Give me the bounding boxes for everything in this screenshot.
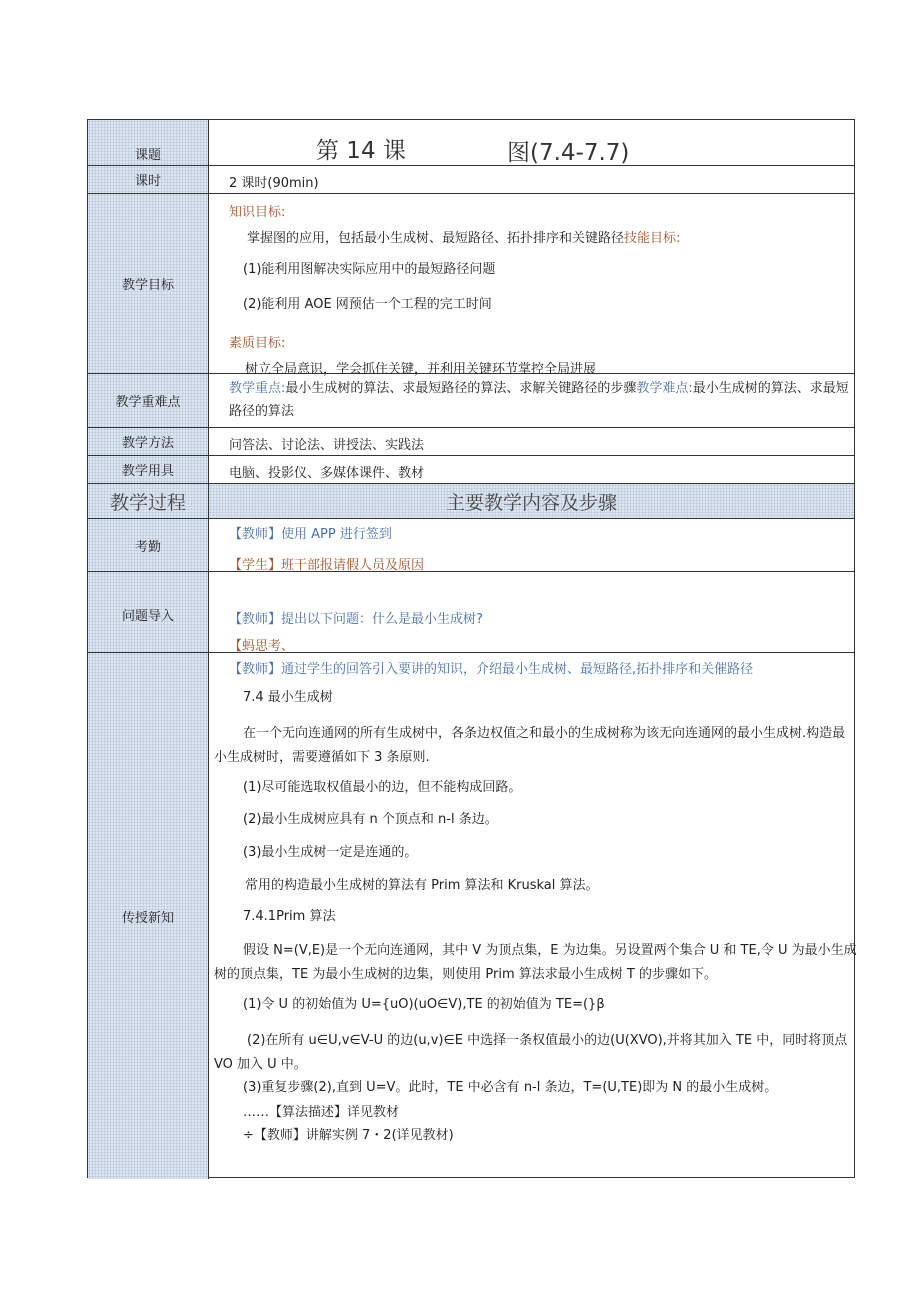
- nk-line-10: 树的顶点集，TE 为最小生成树的边集，则使用 Prim 算法求最小生成树 T 的步骤如下。: [214, 967, 717, 982]
- nk-line-13: VO 加入 U 中。: [214, 1057, 307, 1072]
- nk-line-0: 【教师】通过学生的回答引入要讲的知识，介绍最小生成树、最短路径,拓扑排序和关催路径: [229, 662, 754, 677]
- process-header-left: 教学过程: [88, 484, 209, 518]
- nk-line-3: 小生成树时，需要遵循如下 3 条原则.: [214, 750, 430, 765]
- attendance-row: [88, 519, 854, 572]
- intro-student: 【蚂思考、: [229, 639, 295, 654]
- skill-item-1: (1)能利用图解决实际应用中的最短路径问题: [243, 262, 496, 277]
- nk-line-11: (1)令 U 的初始值为 U={uO)(uO∈V),TE 的初始值为 TE=(}β: [243, 997, 605, 1012]
- nk-line-8: 7.4.1Prim 算法: [243, 909, 336, 924]
- objectives-label: 教学目标: [88, 194, 209, 373]
- intro-label: 问题导入: [88, 572, 209, 652]
- methods-label: 教学方法: [88, 428, 209, 455]
- title-row: [88, 120, 854, 166]
- process-header-row: [88, 484, 854, 519]
- new-knowledge-row: [88, 653, 857, 1179]
- methods-row: [88, 428, 854, 456]
- lesson-plan-table: [87, 119, 855, 1178]
- knowledge-text: 掌握图的应用，包括最小生成树、最短路径、拓扑排序和关键路径技能目标:: [247, 231, 681, 246]
- attendance-student: 【学生】班干部报请假人员及原因: [229, 558, 425, 573]
- nk-line-4: (1)尽可能选取权值最小的边，但不能构成回路。: [243, 780, 522, 795]
- tools-row: [88, 456, 854, 484]
- lesson-number: 第 14 课: [316, 138, 406, 164]
- focus-text: 最小生成树的算法、求最短路径的算法、求解关键路径的步骤: [285, 381, 637, 396]
- quality-text: 树立全局意识，学会抓住关键，并利用关键环节掌控全局进展: [245, 362, 597, 377]
- knowledge-heading: 知识目标:: [229, 205, 286, 220]
- hours-label: 课时: [88, 166, 209, 193]
- nk-line-7: 常用的构造最小生成树的算法有 Prim 算法和 Kruskal 算法。: [245, 878, 599, 893]
- attendance-label: 考勤: [88, 519, 209, 571]
- skill-heading: 技能目标:: [624, 231, 681, 246]
- lesson-topic: 图(7.4-7.7): [507, 140, 630, 166]
- intro-row: [88, 572, 854, 653]
- difficulty-text: 最小生成树的算法、求最短路径的算法: [229, 381, 849, 419]
- tools-value: 电脑、投影仪、多媒体课件、教材: [229, 466, 425, 481]
- hours-row: [88, 166, 854, 194]
- hours-value: 2 课时(90min): [229, 176, 319, 191]
- nk-line-9: 假设 N=(V,E)是一个无向连通网，其中 V 为顶点集，E 为边集。另设置两个集合 U 和 TE,令 U 为最小生成: [243, 943, 857, 958]
- nk-line-16: ÷【教师】讲解实例 7・2(详见教材): [243, 1128, 454, 1143]
- tools-label: 教学用具: [88, 456, 209, 483]
- nk-line-2: 在一个无向连通网的所有生成树中，各条边权值之和最小的生成树称为该无向连通网的最小生成树.构造最: [243, 726, 846, 741]
- focus-heading: 教学重点:: [229, 381, 286, 396]
- difficulty-heading: 教学难点:: [636, 381, 693, 396]
- intro-teacher: 【教师】提出以下问题：什么是最小生成树?: [229, 612, 483, 627]
- new-knowledge-label: 传授新知: [88, 653, 209, 1179]
- nk-line-14: (3)重复步骤(2),直到 U=V。此时，TE 中必含有 n-l 条边，T=(U,TE)即为 N 的最小生成树。: [243, 1080, 778, 1095]
- key-points-text: [229, 377, 854, 423]
- attendance-teacher: 【教师】使用 APP 进行签到: [229, 527, 392, 542]
- skill-item-2: (2)能利用 AOE 网预估一个工程的完工时间: [243, 297, 492, 312]
- key-points-row: [88, 374, 854, 428]
- methods-value: 问答法、讨论法、讲授法、实践法: [229, 438, 425, 453]
- nk-line-15: ……【算法描述】详见教材: [243, 1105, 400, 1120]
- quality-heading: 素质目标:: [229, 336, 286, 351]
- title-label: 课题: [88, 120, 209, 165]
- process-header-right: 主要教学内容及步骤: [209, 484, 854, 518]
- nk-line-12: (2)在所有 u∈U,v∈V-U 的边(u,v)∈E 中选择一条权值最小的边(U(XVO),并将其加入 TE 中，同时将顶点: [247, 1033, 848, 1048]
- nk-line-1: 7.4 最小生成树: [243, 690, 333, 705]
- nk-line-6: (3)最小生成树一定是连通的。: [243, 845, 418, 860]
- objectives-row: [88, 194, 854, 377]
- nk-line-5: (2)最小生成树应具有 n 个顶点和 n-l 条边。: [243, 812, 498, 827]
- key-points-label: 教学重难点: [88, 374, 209, 427]
